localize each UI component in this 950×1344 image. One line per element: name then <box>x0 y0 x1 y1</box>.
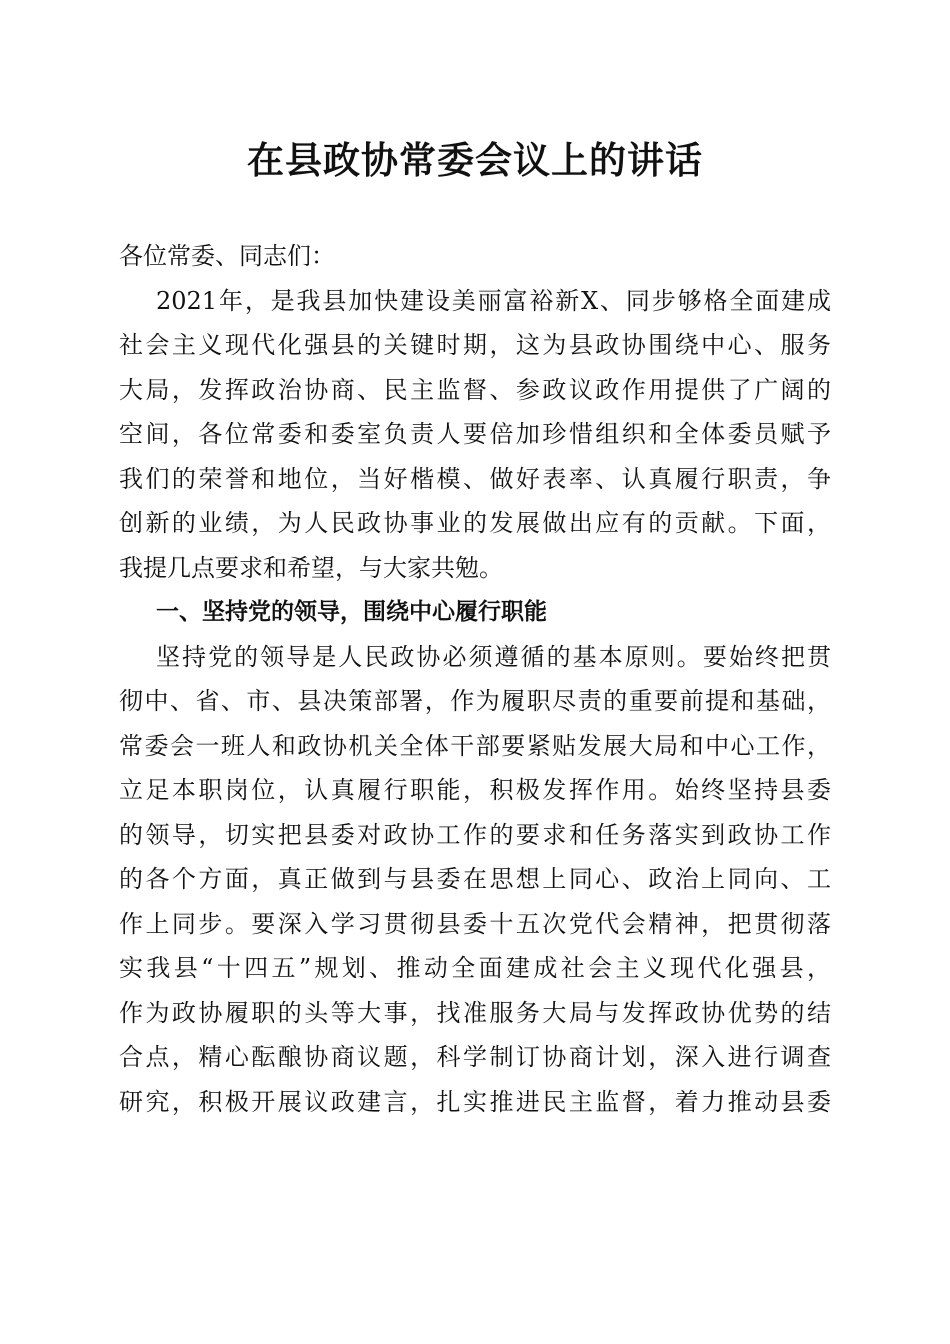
paragraph-line: 立足本职岗位，认真履行职能，积极发挥作用。始终坚持县委 <box>119 776 831 804</box>
paragraph-1 <box>119 279 831 591</box>
paragraph-line: 2021年，是我县加快建设美丽富裕新X、同步够格全面建成 <box>156 286 831 315</box>
paragraph-line: 我提几点要求和希望，与大家共勉。 <box>119 553 503 582</box>
paragraph-line: 的各个方面，真正做到与县委在思想上同心、政治上同向、工 <box>119 865 831 893</box>
salutation: 各位常委、同志们： <box>119 242 335 270</box>
paragraph-line: 我们的荣誉和地位，当好楷模、做好表率、认真履行职责，争 <box>119 464 831 493</box>
paragraph-line: 空间，各位常委和委室负责人要倍加珍惜组织和全体委员赋予 <box>119 420 831 448</box>
section-heading: 一、坚持党的领导，围绕中心履行职能 <box>156 599 547 625</box>
paragraph-line: 作为政协履职的头等大事，找准服务大局与发挥政协优势的结 <box>119 998 831 1027</box>
paragraph-line: 大局，发挥政治协商、民主监督、参政议政作用提供了广阔的 <box>119 375 831 404</box>
paragraph-line: 社会主义现代化强县的关键时期，这为县政协围绕中心、服务 <box>119 331 831 359</box>
paragraph-line: 合点，精心酝酿协商议题，科学制订协商计划，深入进行调查 <box>119 1043 831 1071</box>
paragraph-line: 彻中、省、市、县决策部署，作为履职尽责的重要前提和基础， <box>119 687 831 715</box>
paragraph-line: 实我县“十四五”规划、推动全面建成社会主义现代化强县， <box>119 954 831 982</box>
paragraph-line: 常委会一班人和政协机关全体干部要紧贴发展大局和中心工作， <box>119 731 831 760</box>
document-body <box>119 234 831 1124</box>
paragraph-line: 坚持党的领导是人民政协必须遵循的基本原则。要始终把贯 <box>156 642 831 671</box>
paragraph-line: 作上同步。要深入学习贯彻县委十五次党代会精神，把贯彻落 <box>119 909 831 938</box>
paragraph-2 <box>119 635 831 1125</box>
paragraph-line: 研究，积极开展议政建言，扎实推进民主监督，着力推动县委 <box>119 1087 831 1116</box>
paragraph-line: 的领导，切实把县委对政协工作的要求和任务落实到政协工作 <box>119 820 831 849</box>
document-title: 在县政协常委会议上的讲话 <box>247 138 703 182</box>
paragraph-line: 创新的业绩，为人民政协事业的发展做出应有的贡献。下面， <box>119 509 831 537</box>
